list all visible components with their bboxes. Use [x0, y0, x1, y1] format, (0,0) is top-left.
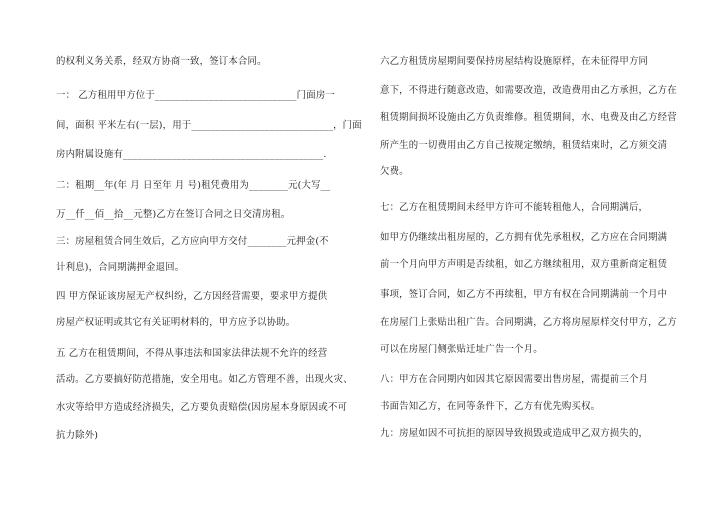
clause-5-line-1: 五 乙方在租赁期间，不得从事违法和国家法律法规不允许的经营	[56, 348, 328, 359]
clause-6-line-1: 六乙方租赁房屋期间要保持房屋结构设施原样，在未征得甲方同	[380, 56, 649, 67]
clause-2-line-2: 万__仟__佰__拾__元整)乙方在签订合同之日交清房租。	[56, 209, 291, 220]
clause-6-line-3: 租赁期间损坏设施由乙方负责维修。租赁期间，水、电费及由乙方经营	[380, 112, 677, 123]
clause-8-line-1: 八：甲方在合同期内如因其它原因需要出售房屋，需提前三个月	[380, 374, 649, 385]
clause-3-line-2: 计利息)，合同期满押金退回。	[56, 262, 185, 273]
clause-7-line-4: 事项，签订合同，如乙方不再续租，甲方有权在合同期满前一个月中	[380, 289, 668, 300]
clause-2-line-1: 二：租期__年(年 月 日至年 月 号)租凭费用为________元(大写__	[56, 180, 331, 191]
clause-7-line-3: 前一个月向甲方声明是否续租，如乙方继续租用，双方重新商定租赁	[380, 259, 668, 270]
clause-9-line-1: 九：房屋如因不可抗拒的原因导致损毁或造成甲乙双方损失的，	[380, 428, 649, 439]
clause-4-line-2: 房屋产权证明或其它有关证明材料的，甲方应予以协助。	[56, 317, 296, 328]
clause-6-line-5: 欠费。	[380, 166, 409, 177]
clause-7-line-6: 可以在房屋门侧张贴迁址广告一个月。	[380, 344, 543, 355]
clause-1-line-1: 一： 乙方租用甲方位于_____________________________门面房一	[56, 90, 335, 101]
clause-6-line-4: 所产生的一切费用由乙方自己按规定缴纳，租赁结束时，乙方须交清	[380, 140, 668, 151]
clause-1-line-2: 间，面积 平米左右(一层)，用于_____________________________，门面	[56, 120, 362, 131]
clause-6-line-2: 意下，不得进行随意改造，如需要改造，改造费用由乙方承担，乙方在	[380, 85, 677, 96]
clause-4-line-1: 四 甲方保证该房屋无产权纠纷，乙方因经营需要，要求甲方提供	[56, 291, 328, 302]
clause-7-line-1: 七：乙方在租赁期间未经甲方许可不能转租他人，合同期满后，	[380, 202, 649, 213]
clause-5-line-2: 活动。乙方要搞好防范措施，安全用电。如乙方管理不善，出现火灾、	[56, 374, 353, 385]
clause-3-line-1: 三：房屋租赁合同生效后，乙方应向甲方交付________元押金(不	[56, 236, 329, 247]
clause-8-line-2: 书面告知乙方，在同等条件下，乙方有优先购买权。	[380, 401, 601, 412]
clause-7-line-2: 如甲方仍继续出租房屋的，乙方拥有优先承租权，乙方应在合同期满	[380, 232, 668, 243]
clause-5-line-3: 水灾等给甲方造成经济损失，乙方要负责赔偿(因房屋本身原因或不可	[56, 402, 348, 413]
clause-1-line-3: 房内附属设施有_________________________________________.	[56, 149, 327, 160]
intro-line: 的权利义务关系，经双方协商一致，签订本合同。	[56, 56, 267, 67]
clause-7-line-5: 在房屋门上张贴出租广告。合同期满，乙方将房屋原样交付甲方，乙方	[380, 317, 677, 328]
clause-5-line-4: 抗力除外)	[56, 430, 99, 441]
